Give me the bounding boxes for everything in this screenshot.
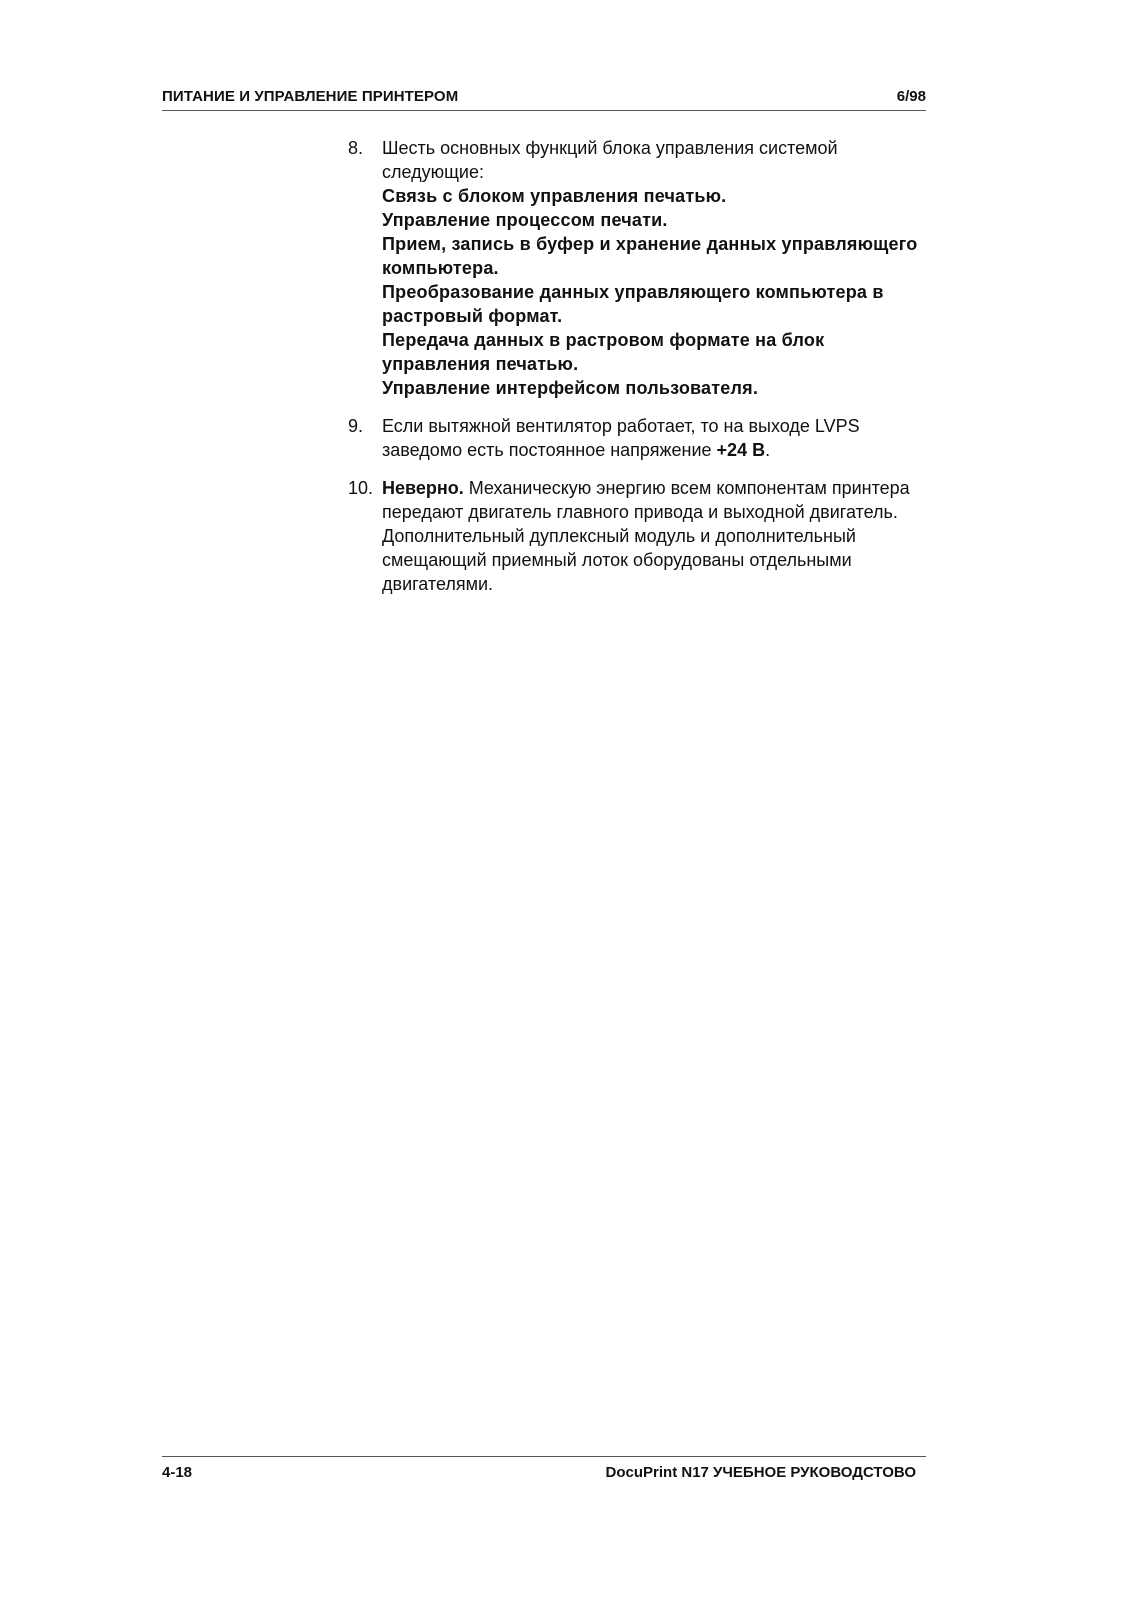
header-title: ПИТАНИЕ И УПРАВЛЕНИЕ ПРИНТЕРОМ xyxy=(162,88,459,105)
header-page-number: 6/98 xyxy=(896,88,926,105)
item-text: Шесть основных функций блока управления системой следующие: xyxy=(382,138,838,182)
item-number: 10. xyxy=(348,478,374,498)
page-footer xyxy=(162,1456,926,1487)
item-text xyxy=(382,476,928,596)
function-item: Управление интерфейсом пользователя. xyxy=(382,378,759,398)
function-item: Управление процессом печати. xyxy=(382,210,668,230)
function-item: Связь с блоком управления печатью. xyxy=(382,186,727,206)
item-text-after: . xyxy=(765,440,771,460)
item-explanation: Механическую энергию всем компонентам принтера передают двигатель главного привода и выходной двигатель. Дополнительный дуплексный модуль и дополнительный смещающий приемный лоток оборудованы отдельными двигателями. xyxy=(382,478,910,594)
voltage-value: +24 В xyxy=(716,440,766,460)
answer-item-9 xyxy=(348,414,928,462)
page-header xyxy=(162,86,926,111)
footer-document-title: DocuPrint N17 УЧЕБНОЕ РУКОВОДСТОВО xyxy=(605,1464,916,1481)
item-text xyxy=(382,414,928,462)
item-text-before: Если вытяжной вентилятор работает, то на выходе LVPS заведомо есть постоянное напряжение xyxy=(382,416,860,460)
answer-list xyxy=(348,136,928,596)
function-item: Прием, запись в буфер и хранение данных управляющего компьютера. xyxy=(382,234,918,278)
function-item: Преобразование данных управляющего компьютера в растровый формат. xyxy=(382,282,884,326)
item-number: 9. xyxy=(348,416,364,436)
answer-item-10 xyxy=(348,476,928,596)
answer-verdict: Неверно. xyxy=(382,478,464,498)
answer-item-8 xyxy=(348,136,928,400)
item-number: 8. xyxy=(348,138,364,158)
footer-page-number: 4-18 xyxy=(162,1464,193,1481)
function-item: Передача данных в растровом формате на блок управления печатью. xyxy=(382,330,825,374)
functions-list xyxy=(382,184,928,400)
